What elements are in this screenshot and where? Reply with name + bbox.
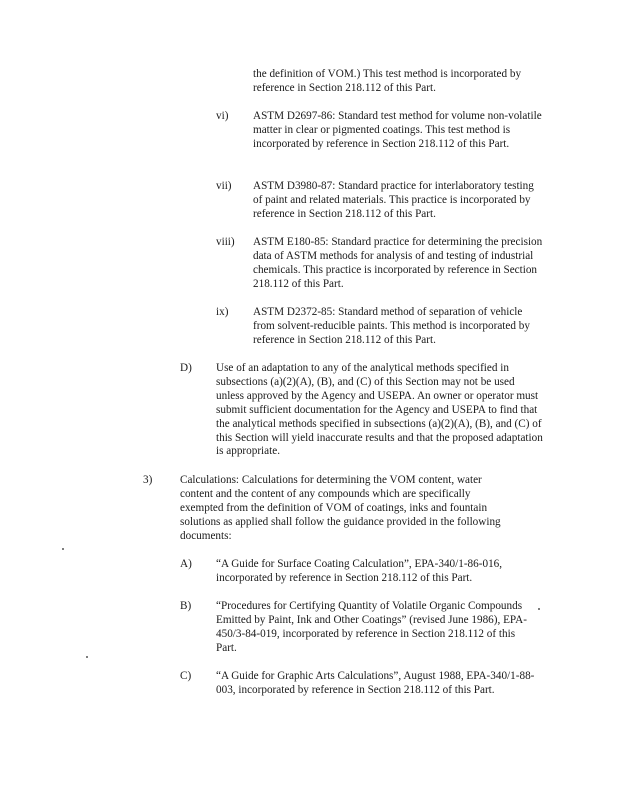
item-text: Calculations: Calculations for determining the VOM content, water content and the content of any compounds which are specifically exempted from the definition of VOM of coatings, inks and fountain solutions as applied shall follow the guidance provided in the following documents: [180, 474, 501, 542]
item-label: D) [180, 362, 192, 374]
subitem-text: ASTM D3980-87: Standard practice for interlaboratory testing of paint and related materials. This practice is incorporated by reference in Section 218.112 of this Part. [253, 180, 534, 220]
subitem-text: ASTM E180-85: Standard practice for determining the precision data of ASTM methods for analysis of and testing of industrial chemicals. This practice is incorporated by reference in Section 218.112 of this Part. [253, 236, 543, 290]
item-text: “Procedures for Certifying Quantity of Volatile Organic Compounds Emitted by Paint, Ink and Other Coatings” (revised June 1986), EPA-450/3-84-019, incorporated by reference in Section 218.112 of this Part. [216, 600, 527, 654]
subitem-text: ASTM D2372-85: Standard method of separation of vehicle from solvent-reducible paints. This method is incorporated by reference in Section 218.112 of this Part. [253, 306, 530, 346]
item-text: “A Guide for Graphic Arts Calculations”, August 1988, EPA-340/1-88-003, incorporated by reference in Section 218.112 of this Part. [216, 670, 535, 696]
item-text: Use of an adaptation to any of the analytical methods specified in subsections (a)(2)(A), (B), and (C) of this Section may not be used unless approved by the Agency and USEPA. An owner or operator must submit sufficient documentation for the Agency and USEPA to find that the analytical methods specified in subsections (a)(2)(A), (B), and (C) of this Section will yield inaccurate results and that the proposed adaptation is appropriate. [216, 362, 543, 458]
subitem-label: vi) [216, 110, 229, 122]
item-text: “A Guide for Surface Coating Calculation”, EPA-340/1-86-016, incorporated by reference in Section 218.112 of this Part. [216, 558, 503, 584]
item-label: 3) [143, 474, 153, 486]
continuation-paragraph: the definition of VOM.) This test method is incorporated by reference in Section 218.112 of this Part. [253, 68, 522, 94]
subitem-text: ASTM D2697-86: Standard test method for volume non-volatile matter in clear or pigmented coatings. This test method is incorporated by reference in Section 218.112 of this Part. [253, 110, 542, 150]
subitem-label: vii) [216, 180, 232, 192]
scan-speck [538, 608, 540, 610]
item-label: C) [180, 670, 192, 682]
item-label: A) [180, 558, 192, 570]
subitem-label: viii) [216, 236, 235, 248]
subitem-label: ix) [216, 306, 229, 318]
scan-speck [86, 656, 88, 658]
scan-speck [62, 548, 64, 550]
item-label: B) [180, 600, 192, 612]
